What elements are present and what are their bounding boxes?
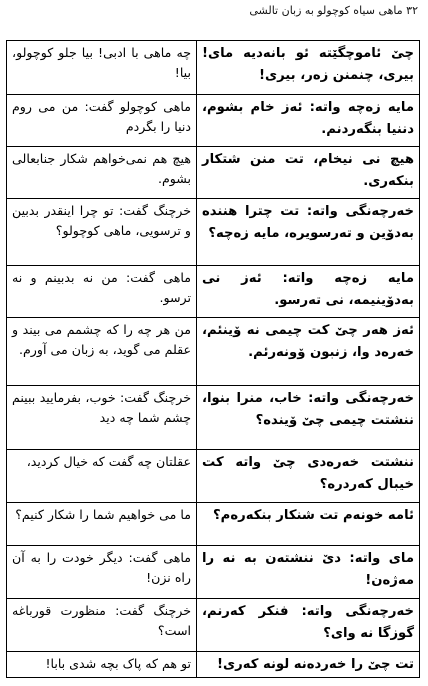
kurdish-cell: ئامە خونەم تت شنکار بنکەرەم؟ (197, 503, 420, 546)
table-row (7, 546, 420, 599)
persian-cell: عقلتان چه گفت که خیال کردید، (7, 450, 197, 503)
table-row (7, 386, 420, 450)
persian-cell: تو هم که پاک بچه شدی بابا! (7, 652, 197, 678)
kurdish-cell: خەرچەنگی واتە: تت چترا هننده بەدۆین و تەرسویرە، مایە زەچە؟ (197, 199, 420, 266)
table-row (7, 599, 420, 652)
kurdish-cell: ننشتت خەرەدی چێ واتە کت خیبال کەردرە؟ (197, 450, 420, 503)
persian-cell: ما می خواهیم شما را شکار کنیم؟ (7, 503, 197, 546)
table-row (7, 41, 420, 95)
persian-cell: خرچنگ گفت: منظورت قورباغه است؟ (7, 599, 197, 652)
table-row (7, 95, 420, 147)
kurdish-cell: ئەز هەر چێ کت چیمی نە ۆینئم، خەرەد وا، زنبون ۆونەرئم. (197, 318, 420, 386)
kurdish-cell: چێ ئاموچگێته ئو بانەدیه مای! بیری، چنمنن زەر، بیری! (197, 41, 420, 95)
persian-cell: ماهی گفت: من نه بدبینم و نه ترسو. (7, 266, 197, 318)
persian-cell: خرچنگ گفت: تو چرا اینقدر بدبین و ترسویی، ماهی کوچولو؟ (7, 199, 197, 266)
page-header: ۳۲ ماهی سیاه کوچولو به زبان تالشی (249, 4, 418, 17)
table-row (7, 147, 420, 199)
table-row (7, 199, 420, 266)
persian-cell: چه ماهی با ادبی! بیا جلو کوچولو، بیا! (7, 41, 197, 95)
persian-cell: من هر چه را که چشمم می بیند و عقلم می گوید، به زبان می آورم. (7, 318, 197, 386)
table-row (7, 266, 420, 318)
persian-cell: خرچنگ گفت: خوب، بفرمایید ببینم چشم شما چه دید (7, 386, 197, 450)
persian-cell: هیچ هم نمی‌خواهم شکار جنابعالی بشوم. (7, 147, 197, 199)
table-row (7, 652, 420, 678)
translation-table (6, 40, 420, 678)
kurdish-cell: تت چێ را خەردەنە لونە کەری! (197, 652, 420, 678)
kurdish-cell: مایە زەچە واتە: ئەز نی بەدۆینیمە، نی تەرسو. (197, 266, 420, 318)
persian-cell: ماهی کوچولو گفت: من می روم دنیا را بگردم (7, 95, 197, 147)
table-row (7, 503, 420, 546)
table-row (7, 450, 420, 503)
kurdish-cell: مای واتە: دێ ننشتەن بە نە را مەژەن! (197, 546, 420, 599)
table-row (7, 318, 420, 386)
kurdish-cell: خەرچەنگی واتە: فنکر کەرنم، گوزگا نە وای؟ (197, 599, 420, 652)
kurdish-cell: هیچ نی نیخام، تت منن شتکار بنکەری. (197, 147, 420, 199)
kurdish-cell: مایە زەچە واتە: ئەز خام بشوم، دننیا بنگەردنم. (197, 95, 420, 147)
kurdish-cell: خەرچەنگی واتە: خاب، منرا بنوا، ننشتت چیمی چێ ۆینده؟ (197, 386, 420, 450)
persian-cell: ماهی گفت: دیگر خودت را به آن راه نزن! (7, 546, 197, 599)
